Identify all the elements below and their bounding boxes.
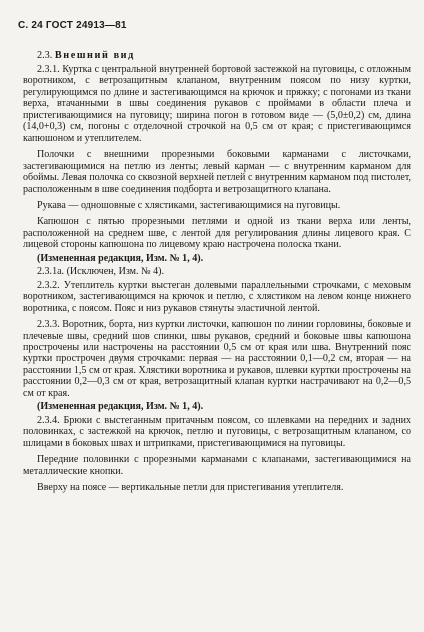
paragraph-2-3-2: 2.3.2. Утеплитель куртки выстеган долевыми параллельными строчками, с меховым воротником, застегивающимся на крючок и петлю, с хлястиком на левом конце нижнего воротника, с поясом. Пояс и низ рукавов стянуты эластичной лентой.: [23, 279, 411, 314]
paragraph-2-3-3: 2.3.3. Воротник, борта, низ куртки листочки, капюшон по линии горловины, боковые и плечевые швы, средний шов спинки, швы рукавов, средний и боковые швы капюшона прострочены или настрочены на расстоянии 0,5 см от края или шва. Внутренний пояс куртки прострочен двумя строчками: первая — на расстоянии 0,1—0,2 см, вторая — на расстоянии 1,5 см от края. Хлястики воротника и рукавов, шлевки куртки прострочены на расстоянии 0,2—0,3 см от края, ветрозащитный клапан куртки настрачивают на 0,2—0,5 см от края.: [23, 319, 411, 399]
paragraph-2-3-1: 2.3.1. Куртка с центральной внутренней бортовой застежкой на пуговицы, с отложным воротником, с ветрозащитным клапаном, внутренним поясом по низу куртки, регулирующимся по длине и застегивающимся на крючок и пряжку; с погонами из ткани верха, втачанными в швы соединения рукавов с проймами в области плеча и пристегивающимися на пуговицу; ширина погон в готовом виде — (5,0±0,2) см, длина (14,0+0,3) см, погоны с отделочной строчкой на 0,5 см от края; с пристегивающимся капюшоном и утеплителем.: [23, 64, 411, 144]
page-number: С. 24: [18, 20, 43, 31]
paragraph-sleeves: Рукава — одношовные с хлястиками, застегивающимися на пуговицы.: [37, 199, 341, 211]
revision-note: (Измененная редакция, Изм. № 1, 4).: [37, 252, 204, 264]
section-number: 2.3.: [37, 50, 53, 61]
standard-number: ГОСТ 24913—81: [45, 20, 127, 31]
paragraph-front-panels: Полочки с внешними прорезными боковыми карманами с листочками, застегивающимися на петлю из ленты; левый карман — с внутренним карманом для обоймы. Левая полочка со сквозной верхней петлей с внутренним карманом под пистолет, расположенным в шве соединения подборта и ветрозащитного клапана.: [23, 149, 411, 195]
paragraph-2-3-1a: 2.3.1а. (Исключен, Изм. № 4).: [37, 266, 165, 278]
document-body: [23, 64, 411, 493]
section-title: Внешний вид: [54, 50, 135, 61]
page-header: [18, 20, 127, 31]
section-heading: [37, 50, 135, 61]
paragraph-waistband-loops: Вверху на поясе — вертикальные петли для пристегивания утеплителя.: [37, 481, 344, 493]
paragraph-trouser-fronts: Передние половинки с прорезными карманами с клапанами, застегивающимися на металлические кнопки.: [23, 454, 411, 477]
paragraph-2-3-4: 2.3.4. Брюки с выстеганным притачным поясом, со шлевками на передних и задних половинках, с застежкой на крючок, петлю и пуговицы, с ветрозащитным клапаном, со шлицами в боковых швах и штрипками, пристегивающимися на пуговицы.: [23, 414, 411, 449]
paragraph-hood: Капюшон с пятью прорезными петлями и одной из ткани верха или ленты, расположенной на среднем шве, с лентой для регулирования длины лицевого края. С лицевой стороны капюшона по лицевому краю настрочена полоска ткани.: [23, 216, 411, 251]
revision-note: (Измененная редакция, Изм. № 1, 4).: [37, 401, 204, 413]
